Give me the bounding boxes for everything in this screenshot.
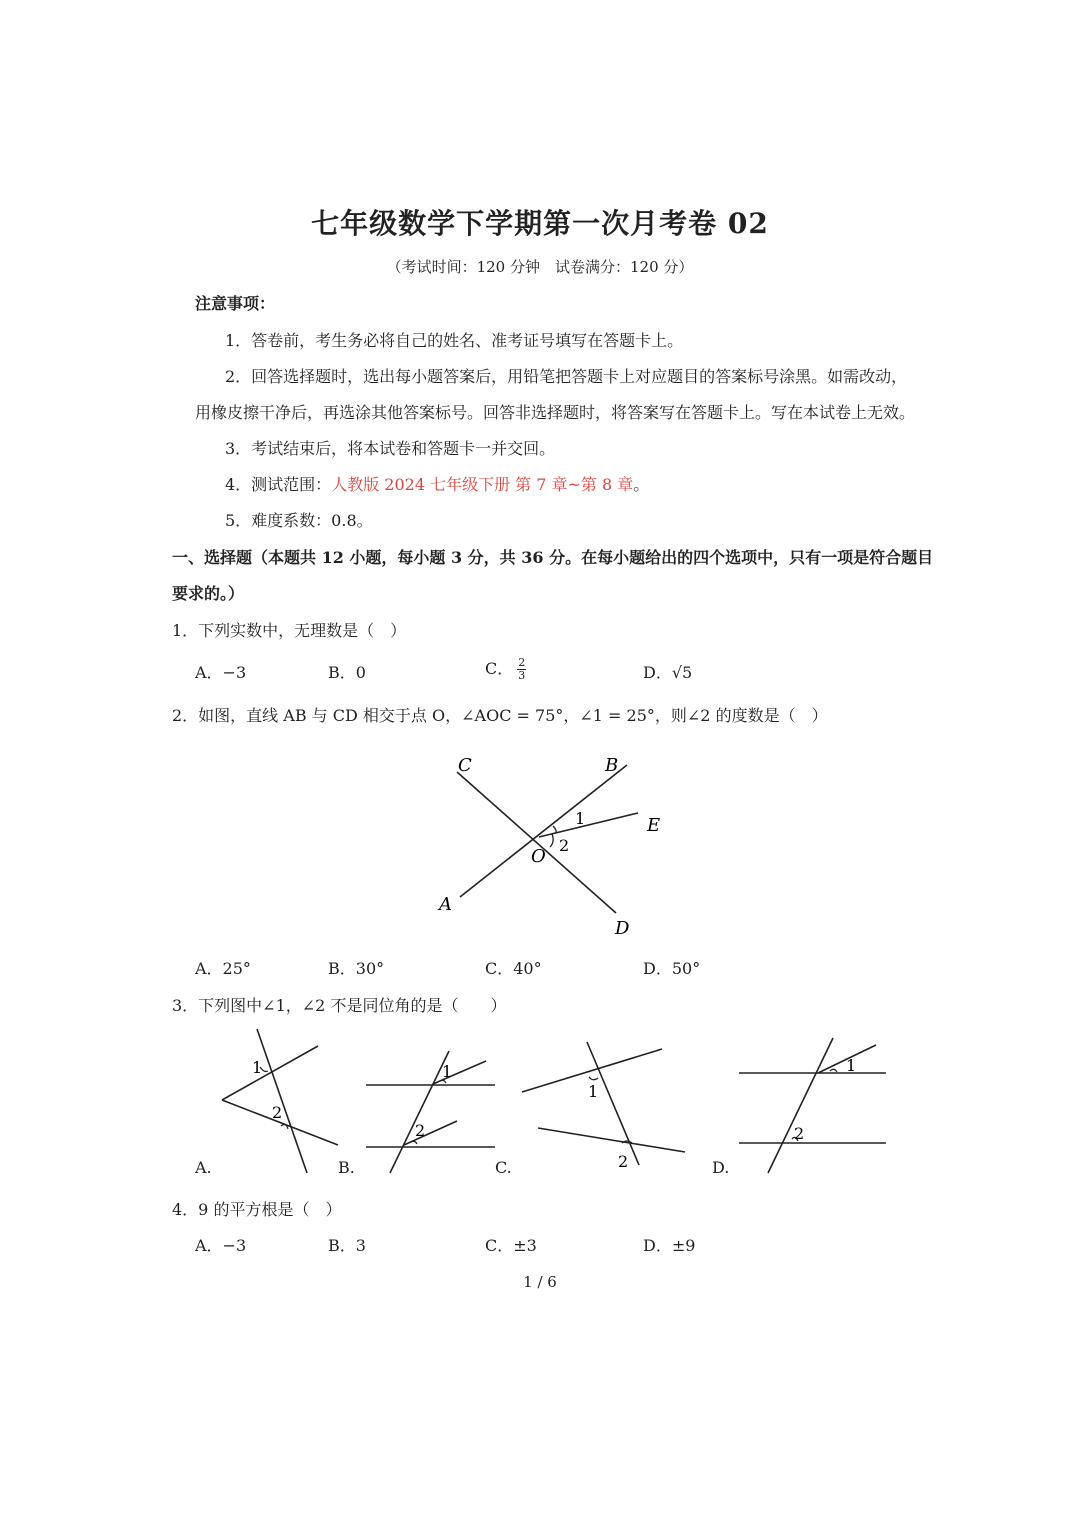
q3-figure-a — [222, 1029, 338, 1173]
label-o: O — [531, 846, 546, 867]
q3-figure-d — [739, 1038, 886, 1173]
q1-stem: 1．下列实数中，无理数是（ ） — [172, 621, 407, 640]
note-3: 3．考试结束后，将本试卷和答题卡一并交回。 — [225, 439, 556, 458]
ray-oe — [539, 813, 638, 837]
q3-label-a: A. — [195, 1158, 212, 1177]
q2-option-d: D．50° — [643, 959, 701, 978]
page-number: 1 / 6 — [523, 1273, 557, 1291]
note-2-line1: 2．回答选择题时，选出每小题答案后，用铅笔把答题卡上对应题目的答案标号涂黑。如需改动， — [225, 367, 908, 386]
label-angle-2: 2 — [559, 836, 570, 855]
fig-b-angle-2: 2 — [415, 1121, 426, 1140]
fig-a-angle-2: 2 — [272, 1103, 283, 1122]
q1-option-d: D．√5 — [643, 663, 693, 682]
exam-info: （考试时间：120 分钟 试卷满分：120 分） — [386, 258, 694, 276]
q4-option-d: D．±9 — [643, 1236, 696, 1255]
q1-option-a: A．−3 — [195, 663, 247, 682]
q1-option-c — [485, 656, 526, 682]
note-2-line2: 用橡皮擦干净后，再选涂其他答案标号。回答非选择题时，将答案写在答题卡上。写在本试卷上无效。 — [195, 403, 916, 422]
fraction-numerator: 2 — [518, 656, 526, 669]
q3-label-b: B. — [338, 1158, 355, 1177]
label-e: E — [647, 815, 661, 836]
fig-d-angle-1: 1 — [846, 1056, 857, 1075]
fraction-denominator: 3 — [518, 669, 526, 682]
q3-figures — [190, 1025, 910, 1180]
note-4 — [225, 472, 649, 495]
note-4-suffix: 。 — [633, 475, 650, 494]
note-4-prefix: 4．测试范围： — [225, 475, 332, 494]
note-1: 1．答卷前，考生务必将自己的姓名、准考证号填写在答题卡上。 — [225, 331, 684, 350]
fraction — [517, 657, 526, 682]
angle-2-arc — [550, 834, 553, 847]
test-scope: 人教版 2024 七年级下册 第 7 章~第 8 章 — [331, 475, 634, 494]
q3-label-c: C. — [495, 1158, 512, 1177]
section-1-heading-cont: 要求的。） — [172, 584, 245, 603]
fig-b-angle-1: 1 — [442, 1062, 453, 1081]
angle-1-arc — [553, 826, 556, 833]
q3-label-d: D. — [712, 1158, 730, 1177]
q2-figure — [420, 748, 680, 943]
label-d: D — [615, 918, 630, 939]
q3-figure-b — [366, 1051, 495, 1173]
label-c: C — [458, 755, 472, 776]
q1-option-b: B．0 — [328, 663, 366, 682]
q2-option-a: A．25° — [195, 959, 251, 978]
fig-d-angle-2: 2 — [794, 1124, 805, 1143]
q4-option-b: B．3 — [328, 1236, 366, 1255]
label-angle-1: 1 — [575, 809, 586, 828]
q3-stem: 3．下列图中∠1，∠2 不是同位角的是（ ） — [172, 996, 507, 1015]
q1-option-c-label: C． — [485, 659, 514, 678]
line-ab — [460, 765, 627, 897]
notes-heading: 注意事项： — [195, 294, 276, 313]
q2-option-b: B．30° — [328, 959, 385, 978]
section-1-heading: 一、选择题（本题共 12 小题，每小题 3 分，共 36 分。在每小题给出的四个选项中，只有一项是符合题目 — [172, 548, 934, 567]
label-b: B — [605, 755, 619, 776]
label-a: A — [439, 894, 452, 915]
q2-option-c: C．40° — [485, 959, 542, 978]
q4-stem: 4．9 的平方根是（ ） — [172, 1200, 342, 1219]
q2-stem: 2．如图，直线 AB 与 CD 相交于点 O，∠AOC = 75°，∠1 = 25°，则∠2 的度数是（ ） — [172, 706, 828, 725]
q4-option-c: C．±3 — [485, 1236, 537, 1255]
fig-a-angle-1: 1 — [252, 1058, 263, 1077]
q4-option-a: A．−3 — [195, 1236, 247, 1255]
page-title: 七年级数学下学期第一次月考卷 02 — [311, 207, 769, 240]
note-5: 5．难度系数：0.8。 — [225, 511, 373, 530]
fig-c-angle-1: 1 — [588, 1082, 599, 1101]
fig-c-angle-2: 2 — [618, 1152, 629, 1171]
q3-figure-c — [522, 1042, 685, 1171]
